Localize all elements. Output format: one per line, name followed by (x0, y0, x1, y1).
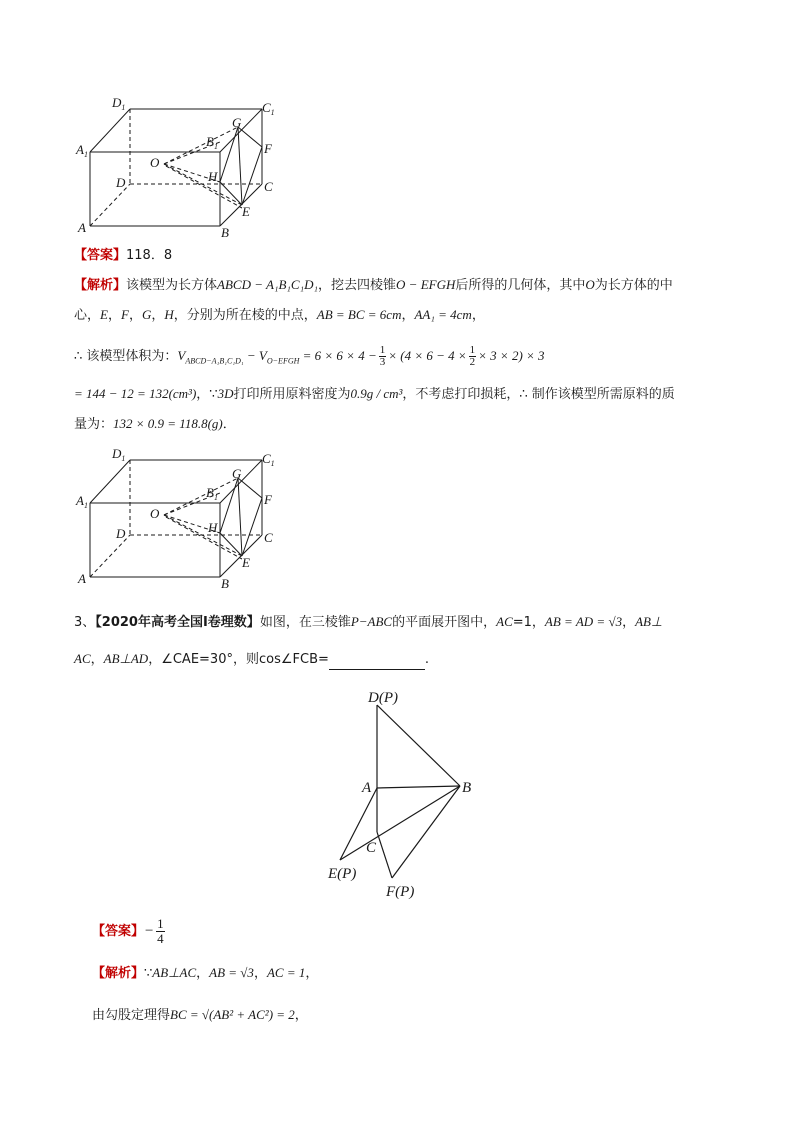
label-D: D (116, 526, 126, 541)
label-EP: E(P) (328, 866, 357, 882)
label-C: C (366, 840, 377, 856)
label-A1: $A_1$ (76, 493, 88, 510)
analysis-1-line-4: = 144 − 12 = 132(cm³)，∵3D打印所用原料密度为0.9g / cm³，不考虑打印损耗，∴ 制作该模型所需原料的质 (74, 386, 675, 402)
label-D1: $D_1$ (112, 95, 126, 112)
analysis-3-line-2: 由勾股定理得BC = √(AB² + AC²) = 2， (92, 1007, 308, 1023)
analysis-1-line-1: 【解析】该模型为长方体ABCD − A₁B₁C₁D₁，挖去四棱锥O − EFGH后所得的几何体，其中O为长方体的中 (74, 277, 673, 293)
net-figure (320, 680, 490, 905)
label-G: G (232, 466, 242, 481)
label-B: B (221, 225, 229, 240)
answer-value: 118．8 (126, 248, 173, 263)
label-O: O (150, 506, 160, 521)
answer-3: 【答案】− $\frac{1}{4}$ (92, 916, 164, 946)
label-A: A (362, 780, 372, 796)
problem-3-line-1: 3、【2020年高考全国Ⅰ卷理数】如图，在三棱锥P−ABC的平面展开图中，AC=1，AB = AD = √3，AB⊥ (74, 614, 663, 630)
label-B: B (221, 576, 229, 591)
analysis-1-line-2: 心，E，F，G，H，分别为所在棱的中点，AB = BC = 6cm，AA₁ = 4cm， (74, 307, 485, 323)
answer-blank (329, 655, 425, 670)
label-F: F (264, 492, 272, 507)
label-B1: $B_1$ (206, 485, 218, 502)
label-C1: $C_1$ (262, 451, 275, 468)
cuboid-figure-top (70, 92, 290, 242)
label-C: C (264, 179, 273, 194)
problem-3-line-2: AC，AB⊥AD，∠CAE=30°，则cos∠FCB= . (74, 649, 429, 670)
answer-label: 【答案】 (92, 924, 145, 939)
analysis-1-line-3: ∴ 该模型体积为：$V_{ABCD-A_1B_1C_1D_1} - V_{O-EFGH} = 6 \times 6 \times 4$ − $\frac{1}{3}$ × (4 × 6 − 4 × $\frac{1}{2}$ × 3 × 2) × 3 (74, 344, 545, 368)
label-D: D (116, 175, 126, 190)
label-D1: $D_1$ (112, 446, 126, 463)
analysis-3-line-1: 【解析】∵AB⊥AC，AB = √3，AC = 1， (92, 965, 319, 981)
label-E: E (242, 555, 250, 570)
answer-1 (74, 246, 172, 266)
label-A: A (78, 571, 86, 586)
analysis-1-line-5: 量为：132 × 0.9 = 118.8(g)． (74, 416, 236, 432)
label-H: H (208, 169, 218, 184)
label-G: G (232, 115, 242, 130)
label-O: O (150, 155, 160, 170)
problem-source: 【2020年高考全国Ⅰ卷理数】 (95, 615, 260, 630)
label-F: F (264, 141, 272, 156)
analysis-label: 【解析】 (74, 278, 127, 293)
label-FP: F(P) (386, 884, 415, 900)
label-A: A (78, 220, 86, 235)
analysis-label: 【解析】 (92, 966, 145, 981)
label-B: B (462, 780, 472, 796)
label-E: E (242, 204, 250, 219)
answer-label: 【答案】 (74, 248, 127, 263)
label-H: H (208, 520, 218, 535)
label-A1: $A_1$ (76, 142, 88, 159)
label-C1: $C_1$ (262, 100, 275, 117)
label-DP: D(P) (368, 690, 398, 706)
cuboid-figure-bottom (70, 443, 290, 593)
label-B1: $B_1$ (206, 134, 218, 151)
label-C: C (264, 530, 273, 545)
